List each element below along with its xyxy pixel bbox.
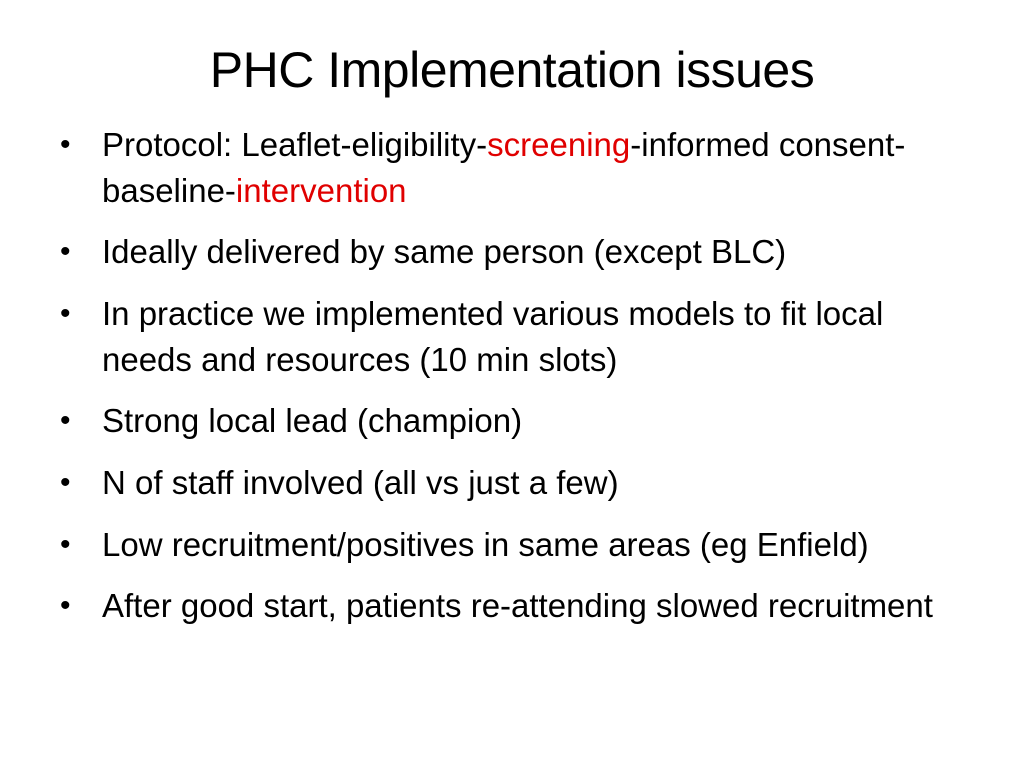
bullet-item-staff bbox=[60, 460, 980, 506]
highlight-screening: screening bbox=[487, 126, 631, 163]
highlight-intervention: intervention bbox=[235, 172, 407, 209]
bullet-icon: • bbox=[60, 589, 71, 622]
bullet-list bbox=[60, 122, 980, 644]
bullet-icon: • bbox=[60, 404, 71, 437]
bullet-text: Ideally delivered by same person (except BLC) bbox=[102, 233, 787, 270]
bullet-text: N of staff involved (all vs just a few) bbox=[102, 464, 619, 501]
bullet-item-low-recruitment bbox=[60, 522, 980, 568]
bullet-item-protocol bbox=[60, 122, 980, 214]
bullet-item-practice-models bbox=[60, 291, 980, 383]
bullet-icon: • bbox=[60, 466, 71, 499]
bullet-text: After good start, patients re-attending slowed recruitment bbox=[102, 587, 933, 624]
bullet-icon: • bbox=[60, 297, 71, 330]
bullet-icon: • bbox=[60, 128, 71, 161]
bullet-text: Strong local lead (champion) bbox=[102, 402, 523, 439]
bullet-text: In practice we implemented various models to fit local needs and resources (10 min slots) bbox=[102, 295, 884, 378]
bullet-icon: • bbox=[60, 528, 71, 561]
bullet-text-segment: -informed consent-baseline- bbox=[102, 126, 906, 209]
bullet-item-local-lead bbox=[60, 398, 980, 444]
bullet-icon: • bbox=[60, 235, 71, 268]
slide-title: PHC Implementation issues bbox=[209, 42, 815, 98]
bullet-item-delivery bbox=[60, 229, 980, 275]
bullet-text: Low recruitment/positives in same areas (eg Enfield) bbox=[102, 526, 869, 563]
bullet-item-re-attending bbox=[60, 583, 980, 629]
bullet-text-segment: Protocol: Leaflet-eligibility- bbox=[102, 126, 488, 163]
